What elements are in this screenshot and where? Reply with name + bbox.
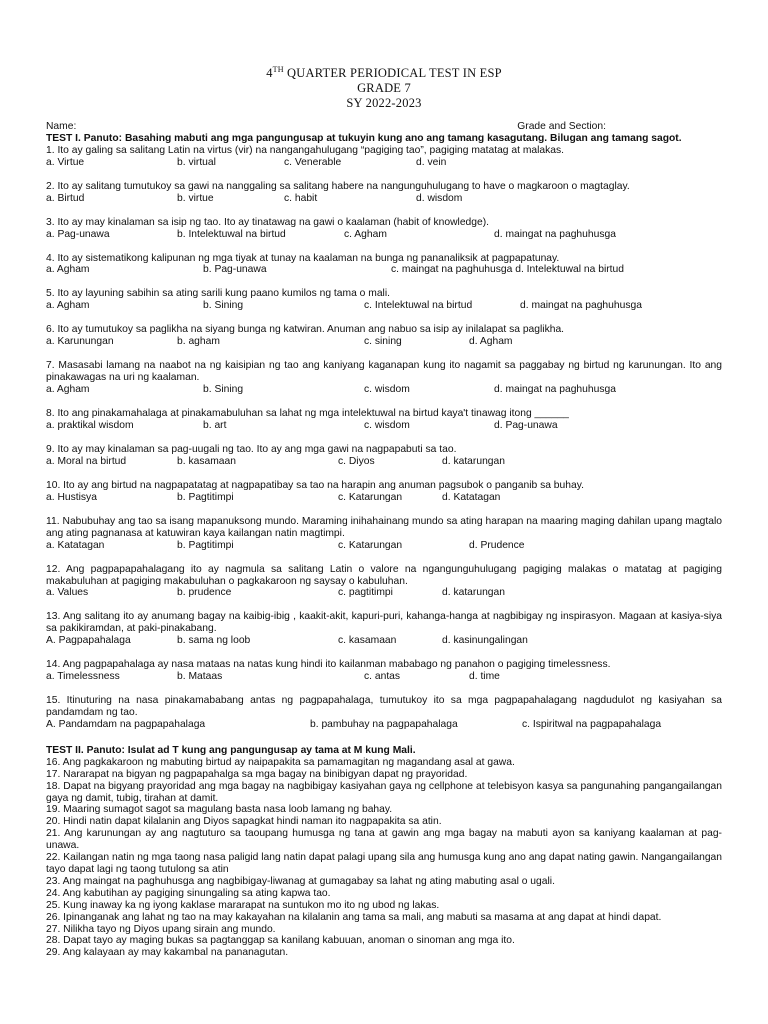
answer-option: d. maingat na paghuhusga xyxy=(494,228,616,240)
question-item xyxy=(46,611,722,647)
question-item xyxy=(46,695,722,731)
test-title xyxy=(0,62,768,81)
options-row xyxy=(46,420,722,432)
question-item xyxy=(46,516,722,552)
answer-option: b. pambuhay na pagpapahalaga xyxy=(310,718,458,730)
answer-option: b. Pagtitimpi xyxy=(177,491,234,503)
answer-option: b. Mataas xyxy=(177,671,223,683)
options-row xyxy=(46,384,722,396)
options-row xyxy=(46,671,722,683)
answer-option: b. Intelektuwal na birtud xyxy=(177,228,286,240)
options-row xyxy=(46,336,722,348)
answer-option: b. Sining xyxy=(203,384,244,396)
question-item xyxy=(46,324,722,348)
answer-option: c. Agham xyxy=(344,228,387,240)
true-false-item: 22. Kailangan natin ng mga taong nasa paligid lang natin dapat palagi upang sila ang humusga kung ano ang dapat nating gawin. Nangangailangan tayo dapat lagi ng taong tutulong sa atin xyxy=(46,852,722,875)
question-item xyxy=(46,253,722,277)
answer-option: a. Karunungan xyxy=(46,336,114,348)
question-text: 9. Ito ay may kinalaman sa pag-uugali ng tao. Ito ay ang mga gawi na nagpapabuti sa tao. xyxy=(46,443,457,455)
name-row xyxy=(46,121,722,133)
answer-option: a. Moral na birtud xyxy=(46,455,127,467)
answer-option: c. pagtitimpi xyxy=(338,587,393,599)
question-text: 13. Ang salitang ito ay anumang bagay na kaibig-ibig , kaakit-akit, kapuri-puri, kahanga-hanga at nagbibigay ng inspirasyon. Magaan at kasiya-siya sa pakikiramdan, at paki-pinakabang. xyxy=(46,611,722,635)
answer-option: a. Timelessness xyxy=(46,671,120,683)
answer-option: c. sining xyxy=(364,336,402,348)
answer-option: a. Values xyxy=(46,587,89,599)
answer-option: a. Agham xyxy=(46,384,90,396)
answer-option: d. Pag-unawa xyxy=(494,419,558,431)
grade-section-label: Grade and Section: xyxy=(517,121,606,132)
true-false-list xyxy=(46,757,722,959)
school-year: SY 2022-2023 xyxy=(346,96,422,111)
true-false-item: 21. Ang karunungan ay ang nagtuturo sa taoupang humusga ng tana at gawin ang mga bagay na mabuti ayon sa kaniyang kaalaman at pag-unawa. xyxy=(46,828,722,852)
question-text: 5. Ito ay layuning sabihin sa ating sarili kung paano kumilos ng tama o mali. xyxy=(46,288,390,300)
test1-heading: TEST I. Panuto: Basahing mabuti ang mga pangungusap at tukuyin kung ano ang tamang kasagutang. Bilugan ang tamang sagot. xyxy=(46,132,682,144)
question-item xyxy=(46,408,722,432)
true-false-item: 24. Ang kabutihan ay pagiging sinungaling sa ating kapwa tao. xyxy=(46,887,331,899)
answer-option: d. vein xyxy=(416,156,447,168)
answer-option: b. prudence xyxy=(177,587,232,599)
options-row xyxy=(46,540,722,552)
answer-option: a. Katatagan xyxy=(46,539,105,551)
question-text: 2. Ito ay salitang tumutukoy sa gawi na nanggaling sa salitang habere na nangunguhulugang to have o magkaroon o magtaglay. xyxy=(46,180,630,192)
options-row xyxy=(46,456,722,468)
true-false-item: 23. Ang maingat na paghuhusga ang nagbibigay-liwanag at gumagabay sa lahat ng ating mabuting asal o ugali. xyxy=(46,875,555,887)
question-item xyxy=(46,360,722,396)
true-false-item: 25. Kung inaway ka ng iyong kaklase mararapat na suntukon mo ito ng ubod ng lakas. xyxy=(46,899,440,911)
options-row xyxy=(46,157,722,169)
answer-option: b. Sining xyxy=(203,300,244,312)
question-text: 15. Itinuturing na nasa pinakamababang antas ng pagpapahalaga, tumutukoy ito sa mga pagpapahalagang nagdudulot ng kasiyahan sa pandamdam ng tao. xyxy=(46,695,722,719)
question-item xyxy=(46,659,722,683)
answer-option: c. habit xyxy=(284,192,318,204)
question-item xyxy=(46,181,722,205)
answer-option: d. katarungan xyxy=(442,587,505,599)
answer-option: A. Pagpapahalaga xyxy=(46,635,131,647)
answer-option: A. Pandamdam na pagpapahalaga xyxy=(46,718,206,730)
test2-heading: TEST II. Panuto: Isulat ad T kung ang pangungusap ay tama at M kung Mali. xyxy=(46,744,416,756)
options-row xyxy=(46,719,722,731)
question-text: 1. Ito ay galing sa salitang Latin na virtus (vir) na nangangahulugang “pagiging tao”, pagiging matatag at malakas. xyxy=(46,144,565,156)
answer-option: c. Intelektuwal na birtud xyxy=(364,300,473,312)
answer-option: a. Virtue xyxy=(46,156,85,168)
question-text: 6. Ito ay tumutukoy sa paglikha na siyang bunga ng katwiran. Anuman ang nabuo sa isip ay inilalapat sa paglikha. xyxy=(46,324,565,336)
options-row xyxy=(46,492,722,504)
answer-option: a. Birtud xyxy=(46,192,85,204)
title-number: 4 xyxy=(266,66,273,81)
true-false-item: 18. Dapat na bigyang prayoridad ang mga bagay na nagbibigay kasiyahan gaya ng cellphone at telebisyon kasya sa pangunahing pangangailangan gaya ng damit, tubig, tirahan at damit. xyxy=(46,780,722,804)
options-row xyxy=(46,264,722,276)
answer-option: b. virtue xyxy=(177,192,214,204)
options-row xyxy=(46,635,722,647)
true-false-item: 26. Ipinanganak ang lahat ng tao na may kakayahan na kilalanin ang tama sa mali, ang mabuti sa masama at ang dapat at hindi dapat. xyxy=(46,911,662,923)
options-row xyxy=(46,193,722,205)
answer-option: c. maingat na paghuhusga d. Intelektuwal na birtud xyxy=(391,264,624,276)
title-text: QUARTER PERIODICAL TEST IN ESP xyxy=(283,66,502,81)
answer-option: b. agham xyxy=(177,336,220,348)
answer-option: a. Agham xyxy=(46,264,90,276)
true-false-item: 29. Ang kalayaan ay may kakambal na pananagutan. xyxy=(46,947,289,959)
answer-option: c. Diyos xyxy=(338,455,375,467)
question-text: 3. Ito ay may kinalaman sa isip ng tao. Ito ay tinatawag na gawi o kaalaman (habit of knowledge). xyxy=(46,216,490,228)
answer-option: c. Venerable xyxy=(284,156,342,168)
title-superscript: TH xyxy=(272,65,284,74)
true-false-item: 20. Hindi natin dapat kilalanin ang Diyos sapagkat hindi naman ito nagpapakita sa atin. xyxy=(46,816,442,828)
answer-option: b. art xyxy=(203,419,227,431)
test-content xyxy=(46,121,722,959)
question-item xyxy=(46,217,722,241)
question-text: 8. Ito ang pinakamahalaga at pinakamabuluhan sa lahat ng mga intelektuwal na birtud kaya't tinawag itong ______ xyxy=(46,408,569,420)
answer-option: b. kasamaan xyxy=(177,455,236,467)
answer-option: c. wisdom xyxy=(364,384,410,396)
answer-option: d. Katatagan xyxy=(442,491,501,503)
true-false-item: 19. Maaring sumagot sagot sa magulang basta nasa loob lamang ng bahay. xyxy=(46,804,393,816)
answer-option: d. katarungan xyxy=(442,455,505,467)
options-row xyxy=(46,300,722,312)
answer-option: d. maingat na paghuhusga xyxy=(494,384,616,396)
question-text: 10. Ito ay ang birtud na nagpapatatag at nagpapatibay sa tao na harapin ang anuman pagsubok o panganib sa buhay. xyxy=(46,479,584,491)
answer-option: b. Pagtitimpi xyxy=(177,539,234,551)
answer-option: a. Agham xyxy=(46,300,90,312)
answer-option: c. Katarungan xyxy=(338,491,403,503)
question-text: 14. Ang pagpapahalaga ay nasa mataas na natas kung hindi ito kailanman mababago ng panahon o pagiging timelessness. xyxy=(46,659,611,671)
answer-option: c. Katarungan xyxy=(338,539,403,551)
grade-label: GRADE 7 xyxy=(357,81,411,96)
true-false-item: 17. Nararapat na bigyan ng pagpapahalga sa mga bagay na binibigyan dapat ng prayoridad. xyxy=(46,768,468,780)
true-false-item: 28. Dapat tayo ay maging bukas sa pagtanggap sa kanilang kabuuan, anoman o sinoman ang mga ito. xyxy=(46,935,515,947)
answer-option: a. Pag-unawa xyxy=(46,228,110,240)
answer-option: d. wisdom xyxy=(416,192,463,204)
question-text: 12. Ang pagpapapahalagang ito ay nagmula sa salitang Latin o valore na ngangunguhulugang pagiging malakas o matatag at pagiging makabuluhan at pagiging makabuluhan o pagkakaroon ng saysay o kabuluhan. xyxy=(46,563,722,587)
answer-option: c. kasamaan xyxy=(338,635,397,647)
answer-option: c. wisdom xyxy=(364,419,410,431)
answer-option: d. time xyxy=(469,671,500,683)
answer-option: b. Pag-unawa xyxy=(203,264,267,276)
question-item xyxy=(46,480,722,504)
question-text: 7. Masasabi lamang na naabot na ng kaisipian ng tao ang kaniyang kaganapan kung ito nagamit sa paggabay ng birtud ng karunungan. Ito ang pinakawagas na uri ng kaalaman. xyxy=(46,360,722,384)
answer-option: c. Ispiritwal na pagpapahalaga xyxy=(522,718,662,730)
answer-option: d. Agham xyxy=(469,336,513,348)
question-list xyxy=(46,145,722,731)
test-header xyxy=(0,62,768,111)
true-false-item: 27. Nilikha tayo ng Diyos upang sirain ang mundo. xyxy=(46,923,276,935)
question-item xyxy=(46,288,722,312)
question-text: 4. Ito ay sistematikong kalipunan ng mga tiyak at tunay na kaalaman na bunga ng pananaliksik at pagpapatunay. xyxy=(46,252,560,264)
options-row xyxy=(46,587,722,599)
answer-option: c. antas xyxy=(364,671,401,683)
answer-option: b. sama ng loob xyxy=(177,635,251,647)
question-item xyxy=(46,444,722,468)
answer-option: d. Prudence xyxy=(469,539,525,551)
question-item xyxy=(46,145,722,169)
true-false-item: 16. Ang pagkakaroon ng mabuting birtud ay naipapakita sa pamamagitan ng magandang asal at gawa. xyxy=(46,756,515,768)
name-label: Name: xyxy=(46,121,77,132)
answer-option: a. Hustisya xyxy=(46,491,97,503)
options-row xyxy=(46,229,722,241)
answer-option: a. praktikal wisdom xyxy=(46,419,134,431)
question-text: 11. Nabubuhay ang tao sa isang mapanuksong mundo. Maraming inihahainang mundo sa ating harapan na maaring maging dahilan upang magtalo ang ating pagnanasa at katuwiran kaya kailangan natin magtimpi. xyxy=(46,515,722,539)
answer-option: b. virtual xyxy=(177,156,216,168)
question-item xyxy=(46,564,722,600)
answer-option: d. kasinungalingan xyxy=(442,635,528,647)
answer-option: d. maingat na paghuhusga xyxy=(520,300,642,312)
